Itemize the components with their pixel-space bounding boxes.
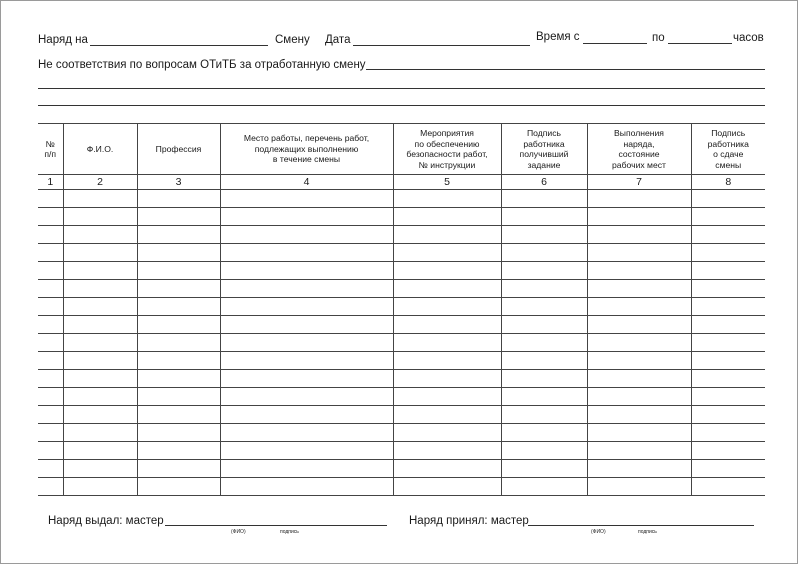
table-cell[interactable] xyxy=(220,442,393,460)
table-cell[interactable] xyxy=(587,280,691,298)
col-header-completion: Выполнения наряда, состояние рабочих мест xyxy=(587,124,691,175)
table-cell[interactable] xyxy=(691,208,765,226)
table-cell[interactable] xyxy=(393,478,501,496)
col-header-number: № п/п xyxy=(38,124,63,175)
table-cell[interactable] xyxy=(501,262,587,280)
assignment-table xyxy=(38,123,765,496)
table-cell[interactable] xyxy=(691,370,765,388)
table-cell[interactable] xyxy=(393,208,501,226)
table-cell[interactable] xyxy=(220,352,393,370)
col-number: 1 xyxy=(38,175,63,190)
table-cell[interactable] xyxy=(501,190,587,208)
table-cell[interactable] xyxy=(393,298,501,316)
nonconformity-field-3[interactable] xyxy=(38,105,765,106)
table-cell[interactable] xyxy=(63,334,137,352)
table-cell[interactable] xyxy=(691,190,765,208)
table-cell[interactable] xyxy=(137,280,220,298)
table-cell[interactable] xyxy=(393,190,501,208)
table-row xyxy=(38,424,765,442)
date-field[interactable] xyxy=(353,45,530,46)
table-cell[interactable] xyxy=(220,334,393,352)
table-cell[interactable] xyxy=(63,442,137,460)
time-from-field[interactable] xyxy=(583,43,647,44)
table-cell[interactable] xyxy=(501,442,587,460)
table-cell[interactable] xyxy=(63,370,137,388)
issued-by-field[interactable] xyxy=(165,525,387,526)
table-cell[interactable] xyxy=(38,388,63,406)
table-cell[interactable] xyxy=(137,334,220,352)
table-cell[interactable] xyxy=(587,298,691,316)
table-row xyxy=(38,442,765,460)
table-cell[interactable] xyxy=(587,190,691,208)
table-cell[interactable] xyxy=(38,442,63,460)
nonconformity-field-2[interactable] xyxy=(38,88,765,89)
table-cell[interactable] xyxy=(587,316,691,334)
table-cell[interactable] xyxy=(501,208,587,226)
table-cell[interactable] xyxy=(137,298,220,316)
table-cell[interactable] xyxy=(393,226,501,244)
table-cell[interactable] xyxy=(38,478,63,496)
table-cell[interactable] xyxy=(220,226,393,244)
table-cell[interactable] xyxy=(38,226,63,244)
table-cell[interactable] xyxy=(38,208,63,226)
col-header-received-signature: Подпись работника получивший задание xyxy=(501,124,587,175)
table-cell[interactable] xyxy=(393,424,501,442)
table-header-row xyxy=(38,124,765,175)
col-number: 6 xyxy=(501,175,587,190)
table-cell[interactable] xyxy=(38,370,63,388)
table-cell[interactable] xyxy=(501,478,587,496)
chasov-label: часов xyxy=(733,32,764,44)
table-cell[interactable] xyxy=(137,244,220,262)
table-cell[interactable] xyxy=(220,406,393,424)
table-cell[interactable] xyxy=(393,262,501,280)
table-cell[interactable] xyxy=(501,370,587,388)
nonconformity-field-1[interactable] xyxy=(366,69,765,70)
table-cell[interactable] xyxy=(63,478,137,496)
table-cell[interactable] xyxy=(691,424,765,442)
table-cell[interactable] xyxy=(137,388,220,406)
naryad-label: Наряд на xyxy=(38,34,88,46)
table-cell[interactable] xyxy=(501,316,587,334)
table-cell[interactable] xyxy=(393,388,501,406)
table-cell[interactable] xyxy=(393,334,501,352)
table-cell[interactable] xyxy=(691,388,765,406)
table-cell[interactable] xyxy=(501,226,587,244)
table-cell[interactable] xyxy=(137,226,220,244)
table-cell[interactable] xyxy=(38,244,63,262)
table-cell[interactable] xyxy=(38,334,63,352)
table-cell[interactable] xyxy=(220,280,393,298)
accepted-fio-caption: (ФИО) xyxy=(591,529,606,535)
table-cell[interactable] xyxy=(137,478,220,496)
accepted-by-label: Наряд принял: мастер xyxy=(409,515,529,527)
table-cell[interactable] xyxy=(137,424,220,442)
table-cell[interactable] xyxy=(587,388,691,406)
accepted-signature-caption: подпись xyxy=(638,529,657,535)
table-cell[interactable] xyxy=(691,478,765,496)
table-cell[interactable] xyxy=(587,352,691,370)
table-row xyxy=(38,280,765,298)
table-cell[interactable] xyxy=(137,460,220,478)
table-cell[interactable] xyxy=(38,298,63,316)
table-cell[interactable] xyxy=(501,388,587,406)
table-cell[interactable] xyxy=(587,208,691,226)
table-cell[interactable] xyxy=(63,298,137,316)
table-cell[interactable] xyxy=(220,208,393,226)
table-cell[interactable] xyxy=(38,406,63,424)
table-row xyxy=(38,334,765,352)
col-number: 5 xyxy=(393,175,501,190)
table-cell[interactable] xyxy=(38,316,63,334)
issued-by-label: Наряд выдал: мастер xyxy=(48,515,164,527)
table-row xyxy=(38,388,765,406)
table-cell[interactable] xyxy=(691,226,765,244)
table-cell[interactable] xyxy=(691,460,765,478)
table-cell[interactable] xyxy=(137,352,220,370)
table-cell[interactable] xyxy=(220,298,393,316)
table-cell[interactable] xyxy=(220,190,393,208)
table-cell[interactable] xyxy=(691,298,765,316)
table-cell[interactable] xyxy=(220,460,393,478)
table-cell[interactable] xyxy=(63,208,137,226)
col-header-fio: Ф.И.О. xyxy=(63,124,137,175)
table-cell[interactable] xyxy=(137,316,220,334)
table-row xyxy=(38,262,765,280)
table-cell[interactable] xyxy=(137,262,220,280)
table-cell[interactable] xyxy=(220,424,393,442)
table-cell[interactable] xyxy=(691,280,765,298)
table-cell[interactable] xyxy=(63,226,137,244)
table-cell[interactable] xyxy=(220,478,393,496)
table-cell[interactable] xyxy=(501,280,587,298)
table-cell[interactable] xyxy=(501,352,587,370)
table-cell[interactable] xyxy=(587,334,691,352)
table-cell[interactable] xyxy=(393,316,501,334)
table-cell[interactable] xyxy=(587,244,691,262)
time-to-field[interactable] xyxy=(668,43,732,44)
table-cell[interactable] xyxy=(220,262,393,280)
table-cell[interactable] xyxy=(38,352,63,370)
table-row xyxy=(38,478,765,496)
table-cell[interactable] xyxy=(63,460,137,478)
table-cell[interactable] xyxy=(63,388,137,406)
table-cell[interactable] xyxy=(691,352,765,370)
col-header-safety-measures: Мероприятия по обеспечению безопасности работ, № инструкции xyxy=(393,124,501,175)
table-cell[interactable] xyxy=(393,352,501,370)
col-number: 3 xyxy=(137,175,220,190)
table-cell[interactable] xyxy=(63,406,137,424)
table-row xyxy=(38,190,765,208)
table-cell[interactable] xyxy=(393,460,501,478)
table-row xyxy=(38,460,765,478)
table-cell[interactable] xyxy=(501,424,587,442)
table-row xyxy=(38,226,765,244)
smenu-label: Смену xyxy=(275,34,310,46)
table-cell[interactable] xyxy=(38,280,63,298)
table-cell[interactable] xyxy=(587,478,691,496)
table-cell[interactable] xyxy=(501,298,587,316)
column-number-row xyxy=(38,175,765,190)
table-cell[interactable] xyxy=(220,244,393,262)
table-cell[interactable] xyxy=(63,316,137,334)
table-cell[interactable] xyxy=(220,388,393,406)
issued-fio-caption: (ФИО) xyxy=(231,529,246,535)
accepted-by-field[interactable] xyxy=(528,525,754,526)
table-cell[interactable] xyxy=(220,370,393,388)
table-cell[interactable] xyxy=(38,190,63,208)
table-cell[interactable] xyxy=(501,460,587,478)
table-cell[interactable] xyxy=(587,226,691,244)
col-header-handover-signature: Подпись работника о сдаче смены xyxy=(691,124,765,175)
table-cell[interactable] xyxy=(393,406,501,424)
col-number: 7 xyxy=(587,175,691,190)
table-cell[interactable] xyxy=(63,280,137,298)
po-label: по xyxy=(652,32,665,44)
table-cell[interactable] xyxy=(691,442,765,460)
col-number: 2 xyxy=(63,175,137,190)
col-header-workplace: Место работы, перечень работ, подлежащих выполнению в течение смены xyxy=(220,124,393,175)
table-row xyxy=(38,406,765,424)
col-number: 8 xyxy=(691,175,765,190)
table-cell[interactable] xyxy=(137,406,220,424)
table-cell[interactable] xyxy=(587,406,691,424)
vremya-label: Время с xyxy=(536,31,580,43)
table-cell[interactable] xyxy=(38,262,63,280)
table-cell[interactable] xyxy=(393,244,501,262)
table-cell[interactable] xyxy=(393,442,501,460)
table-cell[interactable] xyxy=(137,370,220,388)
table-cell[interactable] xyxy=(63,262,137,280)
table-cell[interactable] xyxy=(691,262,765,280)
table-cell[interactable] xyxy=(38,424,63,442)
col-number: 4 xyxy=(220,175,393,190)
table-cell[interactable] xyxy=(63,352,137,370)
table-cell[interactable] xyxy=(38,460,63,478)
nonconformity-label: Не соответствия по вопросам ОТиТБ за отработанную смену xyxy=(38,59,366,71)
table-cell[interactable] xyxy=(691,316,765,334)
table-row xyxy=(38,244,765,262)
table-row xyxy=(38,208,765,226)
table-cell[interactable] xyxy=(501,244,587,262)
table-cell[interactable] xyxy=(137,190,220,208)
table-row xyxy=(38,370,765,388)
table-cell[interactable] xyxy=(691,406,765,424)
table-cell[interactable] xyxy=(137,208,220,226)
table-cell[interactable] xyxy=(691,334,765,352)
table-cell[interactable] xyxy=(393,280,501,298)
table-cell[interactable] xyxy=(63,244,137,262)
table-cell[interactable] xyxy=(691,244,765,262)
naryad-field[interactable] xyxy=(90,45,268,46)
table-row xyxy=(38,316,765,334)
table-cell[interactable] xyxy=(220,316,393,334)
issued-signature-caption: подпись xyxy=(280,529,299,535)
table-cell[interactable] xyxy=(587,424,691,442)
table-cell[interactable] xyxy=(137,442,220,460)
table-cell[interactable] xyxy=(63,190,137,208)
data-label: Дата xyxy=(325,34,351,46)
table-cell[interactable] xyxy=(587,370,691,388)
table-cell[interactable] xyxy=(63,424,137,442)
table-cell[interactable] xyxy=(393,370,501,388)
table-row xyxy=(38,298,765,316)
table-row xyxy=(38,352,765,370)
col-header-profession: Профессия xyxy=(137,124,220,175)
table-cell[interactable] xyxy=(501,334,587,352)
table-cell[interactable] xyxy=(587,460,691,478)
table-cell[interactable] xyxy=(587,442,691,460)
table-cell[interactable] xyxy=(501,406,587,424)
table-cell[interactable] xyxy=(587,262,691,280)
